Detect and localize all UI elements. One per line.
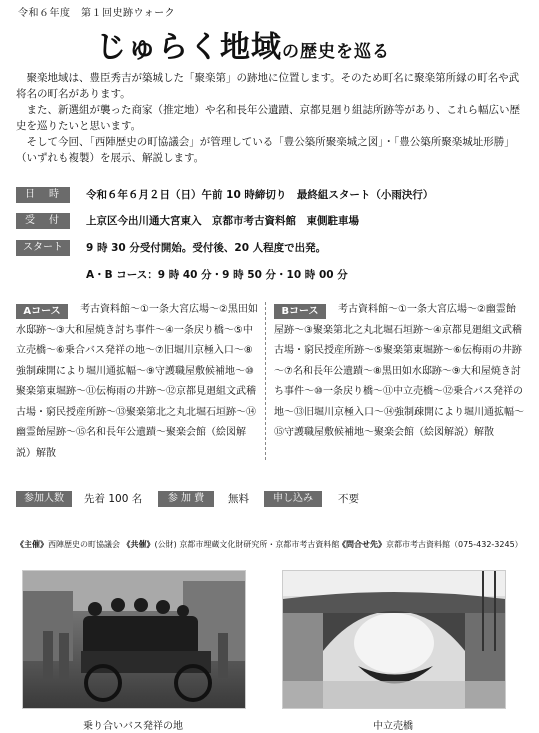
- intro-paragraph-2: また、新選組が襲った商家（推定地）や名和長年公遺蹟、京都見廻り組誌所跡等があり、これら幅広い歴史を巡りたいと思います。: [16, 104, 520, 132]
- course-b-route: 考古資料館～①一条大宮広場～②幽霊飴屋跡～③聚楽第北之丸北堀石垣跡～④京都見廻組文武稽古場・窮民授産所跡～⑤聚楽第東堀跡～⑥伝梅雨の井跡～⑦名和長年公遺蹟～⑧黒田如水邸跡～⑨大和屋焼き討ち事件～⑩一条戻り橋～⑪中立売橋～⑫乗合バス発祥の地～⑬旧堀川京極入口～⑭強制疎開により堀川通拡幅～⑮守護職屋敷候補地～聚楽会館（絵図解説）解散: [274, 304, 524, 438]
- host-info: [16, 539, 339, 550]
- reception-value: 上京区今出川通大宮東入 京都市考古資料館 東側駐車場: [86, 215, 359, 227]
- bus-photo: [22, 570, 246, 709]
- course-a-route: 考古資料館～①一条大宮広場～②黒田如水邸跡～③大和屋焼き討ち事件～④一条戻り橋～⑤中立売橋～⑥乗合バス発祥の地～⑦旧堀川京極入口～⑧強制疎開により堀川通拡幅～⑨守護職屋敷候補地～⑩聚楽第東堀跡～⑪伝梅雨の井跡～⑫京都見廻組文武稽古場・窮民授産所跡～⑬聚楽第北之丸北堀石垣跡～⑭幽霊飴屋跡～⑮名和長年公遺蹟～聚楽会館（絵図解説）解散: [16, 304, 258, 459]
- title-main: じゅらく地域: [96, 30, 282, 65]
- host-label: 《主催》: [16, 540, 48, 549]
- bus-photo-caption: 乗り合いバス発祥の地: [83, 721, 183, 732]
- course-divider: [265, 302, 266, 460]
- intro-paragraph-3: そして今回、「西陣歴史の町協議会」が管理している「豊公築所聚楽城之図」・「豊公築所聚楽城址形勝」（いずれも複製）を展示、解説します。: [16, 136, 515, 164]
- fee-label: 参 加 費: [158, 491, 214, 507]
- start-value: 9 時 30 分受付開始。受付後、20 人程度で出発。: [86, 242, 327, 254]
- apply-value: 不要: [338, 493, 359, 505]
- course-times: A・B コース：9 時 40 分・9 時 50 分・10 時 00 分: [86, 269, 348, 281]
- course-a-label: Aコース: [16, 304, 68, 319]
- contact-info: [338, 539, 523, 550]
- reception-label: 受 付: [16, 213, 70, 229]
- fee-value: 無料: [228, 493, 249, 505]
- people-label: 参加人数: [16, 491, 72, 507]
- people-value: 先着 100 名: [84, 493, 143, 505]
- apply-label: 申し込み: [264, 491, 322, 507]
- cohost-label: 《共催》: [122, 540, 155, 549]
- date-label: 日 時: [16, 187, 70, 203]
- date-value: 令和６年６月２日（日）午前 10 時締切り 最終組スタート（小雨決行）: [86, 189, 434, 201]
- bridge-photo-caption: 中立売橋: [373, 721, 413, 732]
- title-sub: の歴史を巡る: [282, 42, 390, 62]
- course-b-label: Bコース: [274, 304, 326, 319]
- page-title: [96, 22, 390, 66]
- intro-paragraph-1: 聚楽地域は、豊臣秀吉が築城した「聚楽第」の跡地に位置します。そのため町名に聚楽第所縁の町名や武将名の町名があります。: [16, 72, 520, 100]
- bridge-photo-image: [283, 571, 505, 708]
- start-label: スタート: [16, 240, 70, 256]
- cohost-value: (公財) 京都市埋蔵文化財研究所・京都市考古資料館: [154, 540, 340, 549]
- bridge-photo: [282, 570, 506, 709]
- host-value: 西陣歴史の町協議会: [48, 540, 120, 549]
- bus-photo-image: [23, 571, 245, 708]
- year-line: 令和６年度 第１回史跡ウォーク: [18, 8, 176, 19]
- contact-value: 京都市考古資料館（075-432-3245）: [386, 540, 523, 549]
- contact-label: 《問合せ先》: [338, 540, 386, 549]
- intro-text: [16, 70, 526, 166]
